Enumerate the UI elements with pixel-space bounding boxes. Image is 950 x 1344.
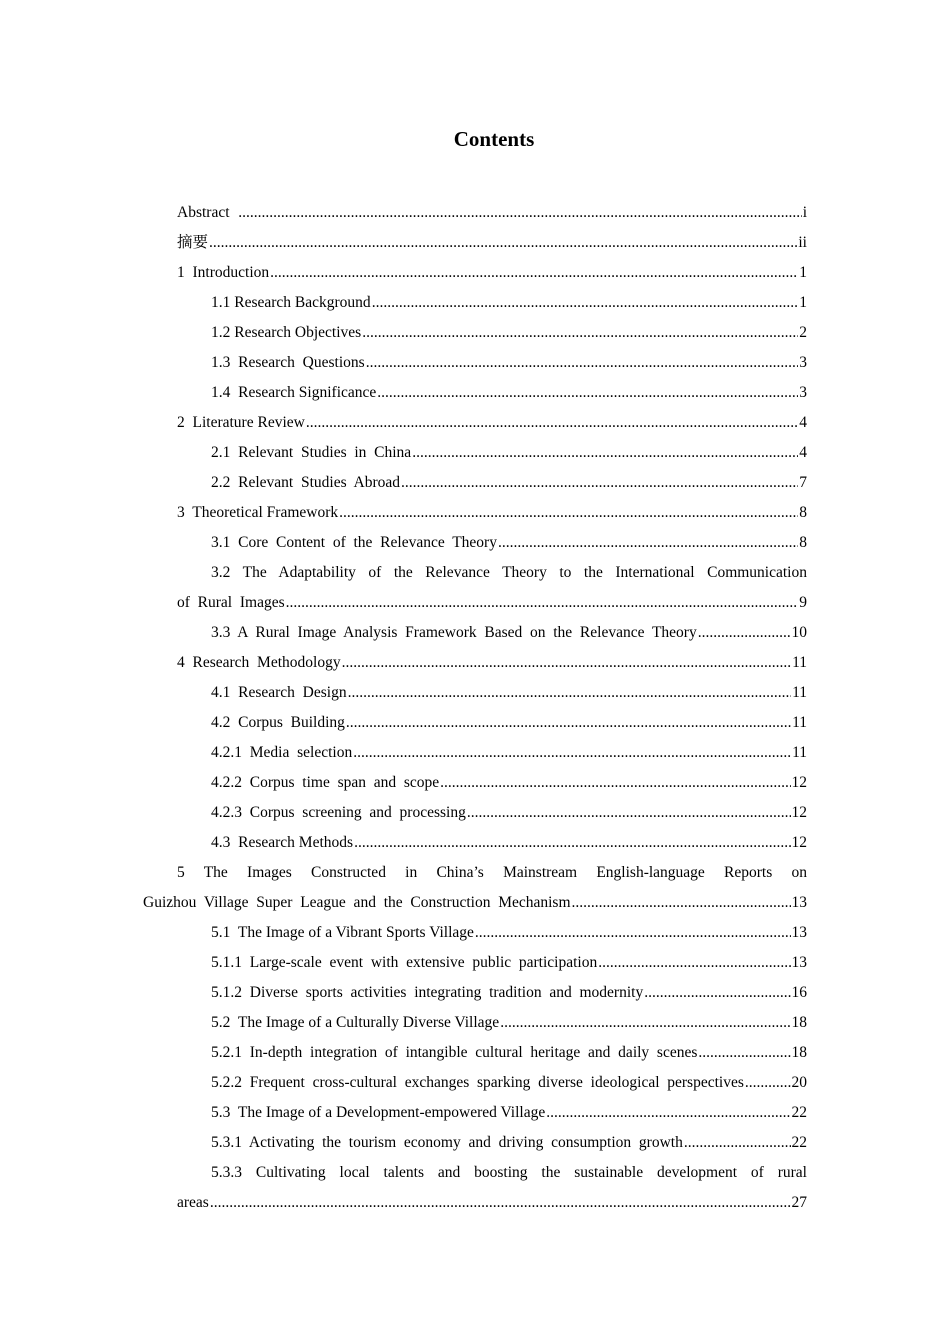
dot-leader: [498, 528, 798, 558]
toc-label: 5.3 The Image of a Development-empowered Village: [211, 1104, 546, 1121]
toc-page: 11: [792, 684, 807, 701]
toc-label: 5.2 The Image of a Culturally Diverse Village: [211, 1014, 500, 1031]
toc-page: 13: [791, 894, 807, 911]
toc-entry-1-2[interactable]: [0, 318, 950, 348]
toc-entry-5-3[interactable]: [0, 1098, 950, 1128]
toc-label: 2.1 Relevant Studies in China: [211, 444, 412, 461]
toc-entry-3-1[interactable]: [0, 528, 950, 558]
dot-leader: [440, 768, 790, 798]
toc-page: 7: [799, 474, 807, 491]
dot-leader: [412, 438, 798, 468]
toc-label: 3.1 Core Content of the Relevance Theory: [211, 534, 497, 551]
toc-entry-2-1[interactable]: [0, 438, 950, 468]
toc-label: 5.3.3 Cultivating local talents and boosting the sustainable development of rural: [211, 1164, 807, 1181]
toc-label: 3.2 The Adaptability of the Relevance Theory to the International Communication: [211, 564, 807, 581]
toc-label: 1 Introduction: [177, 264, 270, 281]
toc-entry-1-1[interactable]: [0, 288, 950, 318]
toc-label: 5.1 The Image of a Vibrant Sports Village: [211, 924, 474, 941]
dot-leader: [698, 1038, 790, 1068]
toc-label: 5.1.1 Large-scale event with extensive public participation: [211, 954, 598, 971]
toc-page: 20: [791, 1074, 807, 1091]
toc-entry-3-2-continued[interactable]: [0, 588, 950, 618]
toc-page: 12: [791, 774, 807, 791]
dot-leader: [339, 498, 798, 528]
toc-page: 1: [799, 264, 807, 281]
dot-leader: [354, 828, 790, 858]
toc-label: Abstract: [177, 204, 238, 221]
dot-leader: [209, 228, 797, 258]
toc-entry-2-2[interactable]: [0, 468, 950, 498]
dot-leader: [362, 318, 798, 348]
toc-entry-4-2-2[interactable]: [0, 768, 950, 798]
toc-entry-5-3-3-continued[interactable]: [0, 1188, 950, 1218]
toc-label: areas: [177, 1194, 209, 1211]
toc-label: 2.2 Relevant Studies Abroad: [211, 474, 400, 491]
toc-page: 11: [792, 714, 807, 731]
toc-entry-4-2-3[interactable]: [0, 798, 950, 828]
toc-page: 11: [792, 744, 807, 761]
toc-page: 11: [792, 654, 807, 671]
toc-label: 1.2 Research Objectives: [211, 324, 362, 341]
dot-leader: [366, 348, 799, 378]
toc-entry-4-1[interactable]: [0, 678, 950, 708]
dot-leader: [401, 468, 798, 498]
toc-label: 3.3 A Rural Image Analysis Framework Based on the Relevance Theory: [211, 624, 697, 641]
toc-page: 1: [799, 294, 807, 311]
toc-entry-5-continued[interactable]: [0, 888, 950, 918]
toc-entry-5[interactable]: [0, 858, 950, 888]
toc-label: 5.1.2 Diverse sports activities integrating tradition and modernity: [211, 984, 644, 1001]
toc-entry-4[interactable]: [0, 648, 950, 678]
toc-label: 5.2.2 Frequent cross-cultural exchanges sparking diverse ideological perspectives: [211, 1074, 744, 1091]
dot-leader: [342, 648, 791, 678]
toc-page: 12: [791, 804, 807, 821]
toc-entry-5-1-2[interactable]: [0, 978, 950, 1008]
dot-leader: [698, 618, 791, 648]
toc-label: 摘要: [177, 234, 209, 251]
toc-page: 13: [791, 924, 807, 941]
toc-label: 1.4 Research Significance: [211, 384, 377, 401]
toc-label: 1.1 Research Background: [211, 294, 371, 311]
toc-entry-4-2-1[interactable]: [0, 738, 950, 768]
toc-label: Guizhou Village Super League and the Construction Mechanism: [143, 894, 571, 911]
dot-leader: [684, 1128, 791, 1158]
toc-page: 3: [799, 384, 807, 401]
toc-entry-1-4[interactable]: [0, 378, 950, 408]
toc-entry-3-2[interactable]: [0, 558, 950, 588]
toc-label: 5.3.1 Activating the tourism economy and driving consumption growth: [211, 1134, 683, 1151]
toc-page: 10: [791, 624, 807, 641]
toc-label: 4.1 Research Design: [211, 684, 347, 701]
toc-label: 1.3 Research Questions: [211, 354, 365, 371]
toc-page: 4: [799, 444, 807, 461]
toc-entry-4-2[interactable]: [0, 708, 950, 738]
toc-page: 4: [799, 414, 807, 431]
toc-label: 4.3 Research Methods: [211, 834, 354, 851]
toc-entry-5-1[interactable]: [0, 918, 950, 948]
toc-entry-4-3[interactable]: [0, 828, 950, 858]
toc-label: 4.2.2 Corpus time span and scope: [211, 774, 440, 791]
dot-leader: [500, 1008, 790, 1038]
dot-leader: [572, 888, 791, 918]
toc-entry-5-2-2[interactable]: [0, 1068, 950, 1098]
dot-leader: [372, 288, 799, 318]
dot-leader: [238, 198, 801, 228]
dot-leader: [475, 918, 791, 948]
toc-label: 4 Research Methodology: [177, 654, 341, 671]
dot-leader: [467, 798, 791, 828]
toc-page: 27: [791, 1194, 807, 1211]
toc-label: 5 The Images Constructed in China’s Mainstream English-language Reports on: [177, 864, 807, 881]
toc-page: ii: [798, 234, 807, 251]
toc-label: 5.2.1 In-depth integration of intangible cultural heritage and daily scenes: [211, 1044, 698, 1061]
toc-page: 2: [799, 324, 807, 341]
toc-label: 4.2.3 Corpus screening and processing: [211, 804, 466, 821]
toc-entry-1-3[interactable]: [0, 348, 950, 378]
toc-page: i: [802, 204, 807, 221]
toc-entry-abstract-chinese[interactable]: [0, 228, 950, 258]
dot-leader: [306, 408, 798, 438]
dot-leader: [598, 948, 790, 978]
toc-page: 18: [791, 1014, 807, 1031]
toc-entry-5-1-1[interactable]: [0, 948, 950, 978]
toc-entry-3-3[interactable]: [0, 618, 950, 648]
toc-page: 12: [791, 834, 807, 851]
dot-leader: [745, 1068, 791, 1098]
toc-label: of Rural Images: [177, 594, 285, 611]
toc-label: 3 Theoretical Framework: [177, 504, 339, 521]
table-of-contents: [0, 198, 950, 1218]
toc-page: 8: [799, 534, 807, 551]
toc-page: 22: [791, 1104, 807, 1121]
toc-page: 9: [799, 594, 807, 611]
toc-entry-5-3-3[interactable]: [0, 1158, 950, 1188]
toc-page: 8: [799, 504, 807, 521]
dot-leader: [377, 378, 798, 408]
toc-page: 22: [791, 1134, 807, 1151]
toc-entry-2[interactable]: [0, 408, 950, 438]
toc-entry-3[interactable]: [0, 498, 950, 528]
toc-page: 3: [799, 354, 807, 371]
dot-leader: [644, 978, 790, 1008]
dot-leader: [210, 1188, 791, 1218]
dot-leader: [546, 1098, 790, 1128]
toc-label: 2 Literature Review: [177, 414, 305, 431]
toc-page: 16: [791, 984, 807, 1001]
dot-leader: [348, 678, 791, 708]
toc-entry-abstract[interactable]: [0, 198, 950, 228]
dot-leader: [270, 258, 798, 288]
toc-entry-5-2[interactable]: [0, 1008, 950, 1038]
toc-label: 4.2 Corpus Building: [211, 714, 345, 731]
dot-leader: [353, 738, 791, 768]
toc-entry-5-2-1[interactable]: [0, 1038, 950, 1068]
page-title: Contents: [453, 127, 535, 151]
toc-label: 4.2.1 Media selection: [211, 744, 353, 761]
toc-page: 13: [791, 954, 807, 971]
toc-entry-5-3-1[interactable]: [0, 1128, 950, 1158]
dot-leader: [286, 588, 799, 618]
toc-entry-1[interactable]: [0, 258, 950, 288]
toc-page: 18: [791, 1044, 807, 1061]
dot-leader: [346, 708, 791, 738]
